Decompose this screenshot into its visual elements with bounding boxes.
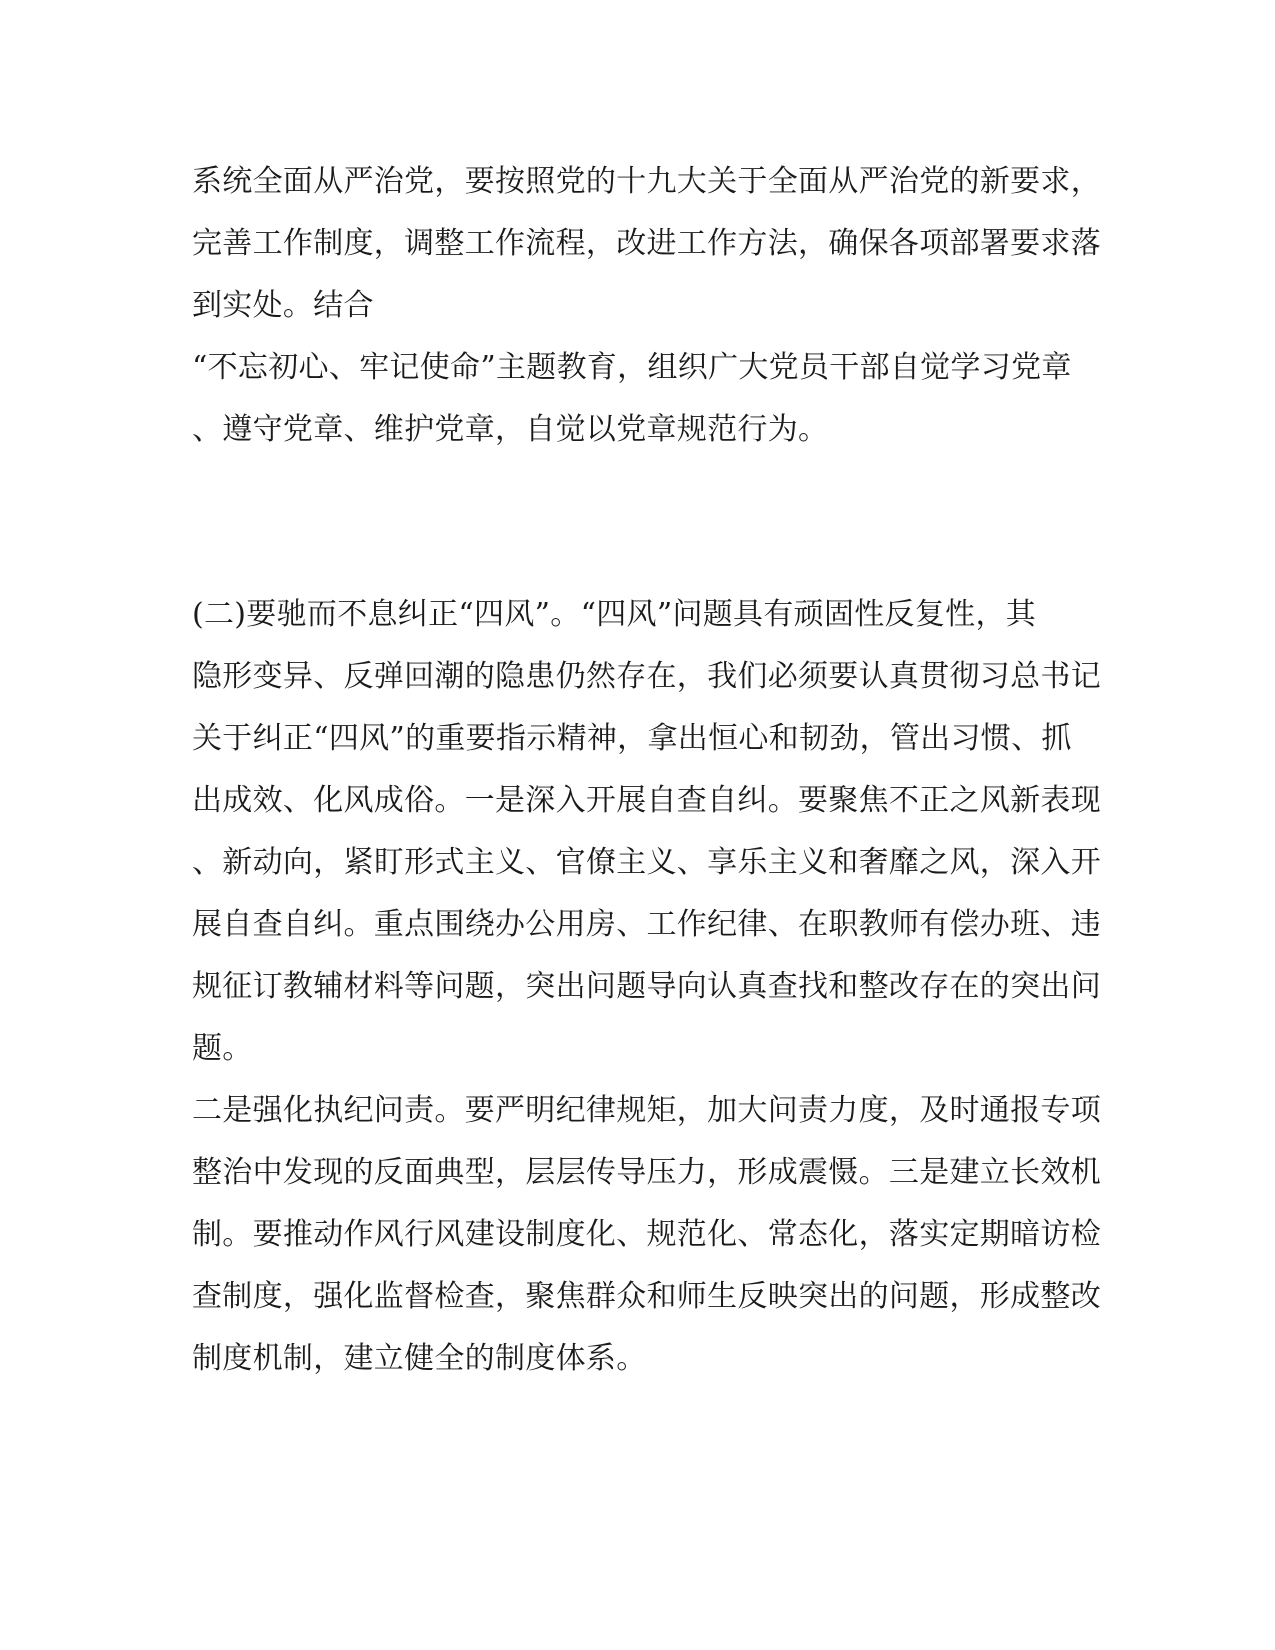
text-line: (二)要驰而不息纠正“四风”。“四风”问题具有顽固性反复性，其 — [192, 597, 1037, 632]
text-line: 二是强化执纪问责。要严明纪律规矩，加大问责力度，及时通报专项 — [192, 1093, 1101, 1128]
text-line: 整治中发现的反面典型，层层传导压力，形成震慑。三是建立长效机 — [192, 1155, 1101, 1190]
text-line: 规征订教辅材料等问题，突出问题导向认真查找和整改存在的突出问 — [192, 969, 1101, 1004]
text-line: 、遵守党章、维护党章，自觉以党章规范行为。 — [192, 412, 829, 447]
text-line: 隐形变异、反弹回潮的隐患仍然存在，我们必须要认真贯彻习总书记 — [192, 659, 1101, 694]
text-line: 完善工作制度，调整工作流程，改进工作方法，确保各项部署要求落 — [192, 226, 1101, 261]
text-line: 展自查自纠。重点围绕办公用房、工作纪律、在职教师有偿办班、违 — [192, 907, 1101, 942]
text-line: 系统全面从严治党，要按照党的十九大关于全面从严治党的新要求， — [192, 164, 1101, 199]
text-line: 查制度，强化监督检查，聚焦群众和师生反映突出的问题，形成整改 — [192, 1279, 1101, 1314]
text-line: 、新动向，紧盯形式主义、官僚主义、享乐主义和奢靡之风，深入开 — [192, 845, 1101, 880]
text-line: 出成效、化风成俗。一是深入开展自查自纠。要聚焦不正之风新表现 — [192, 783, 1101, 818]
text-line: 题。 — [192, 1031, 253, 1066]
text-line: 到实处。结合 — [192, 288, 374, 323]
text-line: 制度机制，建立健全的制度体系。 — [192, 1341, 647, 1376]
text-line: “不忘初心、牢记使命”主题教育，组织广大党员干部自觉学习党章 — [192, 350, 1072, 385]
text-line: 制。要推动作风行风建设制度化、规范化、常态化，落实定期暗访检 — [192, 1217, 1101, 1252]
text-line: 关于纠正“四风”的重要指示精神，拿出恒心和韧劲，管出习惯、抓 — [192, 721, 1072, 756]
